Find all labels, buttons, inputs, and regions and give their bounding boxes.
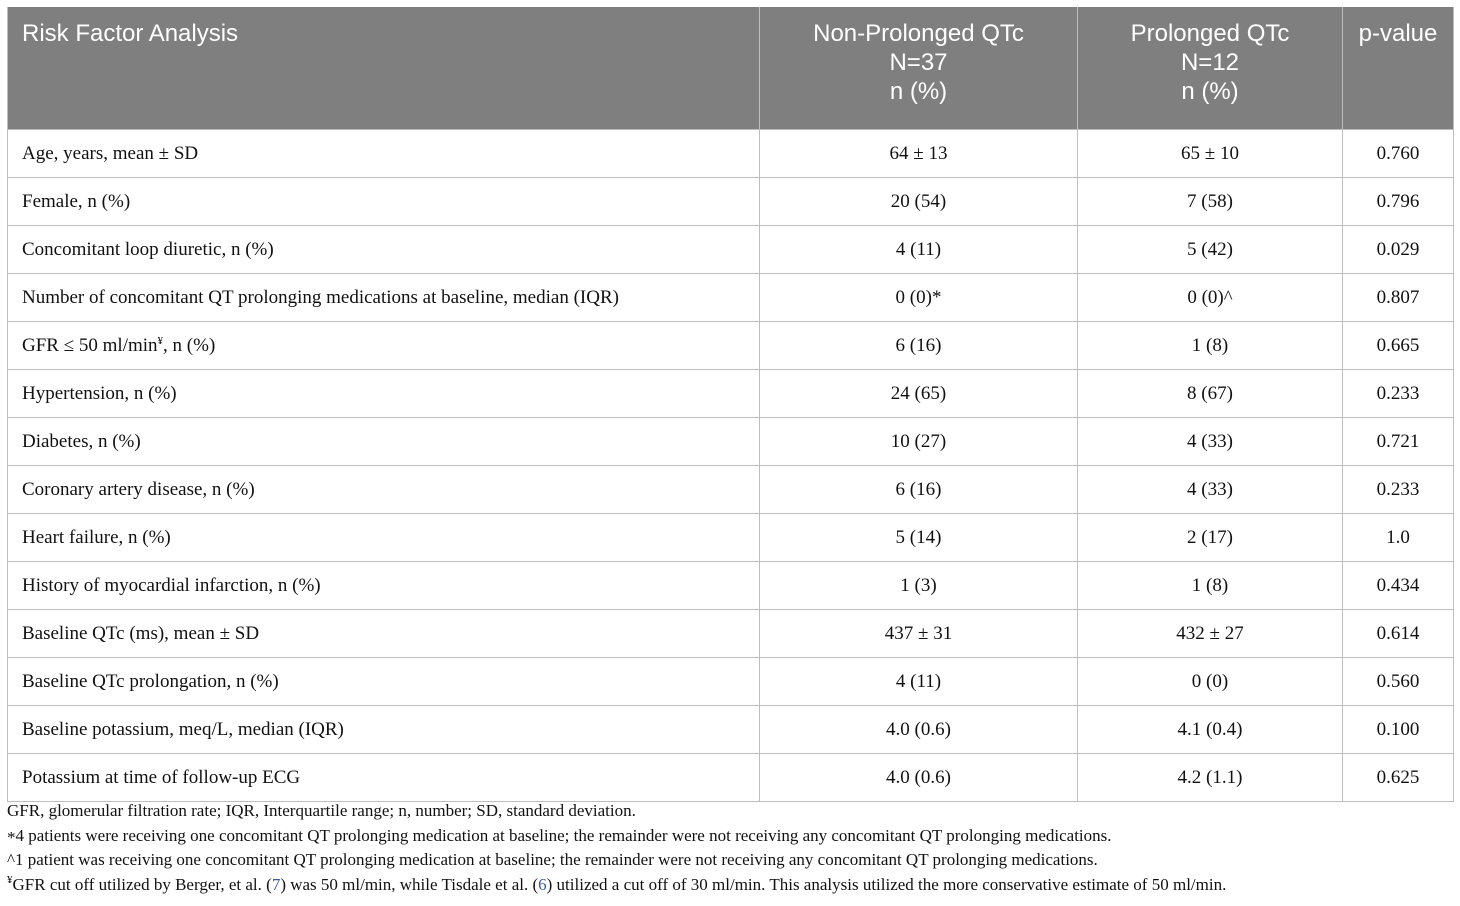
header-line: N=12 (1180, 49, 1240, 76)
header-line: N=37 (889, 49, 948, 76)
table-row (8, 418, 1454, 466)
header-prolonged (1078, 7, 1343, 130)
cell-p-value: 0.796 (1343, 178, 1454, 226)
table-row (8, 130, 1454, 178)
table-row (8, 274, 1454, 322)
yen-footnote-marker: ¥ (157, 334, 164, 347)
footnote-text: GFR cut off utilized by Berger, et al. ( (12, 874, 272, 894)
footnote-text: 4 patients were receiving one concomitant QT prolonging medication at baseline; the remainder were not receiving any concomitant QT prolonging medications. (15, 825, 1112, 845)
cell-p-value: 1.0 (1343, 514, 1454, 562)
row-label-text: GFR ≤ 50 ml/min (22, 334, 158, 356)
cell-non-prolonged: 5 (14) (760, 514, 1078, 562)
table-row (8, 226, 1454, 274)
cell-p-value: 0.665 (1343, 322, 1454, 370)
cell-non-prolonged: 1 (3) (760, 562, 1078, 610)
cell-prolonged: 4 (33) (1078, 466, 1343, 514)
row-label: Diabetes, n (%) (8, 418, 760, 466)
caret-marker: ^ (7, 850, 15, 869)
table-header (8, 7, 1454, 130)
risk-factor-table-container (7, 7, 1453, 802)
header-line: Non-Prolonged QTc (813, 20, 1024, 47)
cell-p-value: 0.721 (1343, 418, 1454, 466)
asterisk-marker: * (7, 827, 16, 847)
footnote-yen (7, 873, 1453, 898)
table-body (8, 130, 1454, 802)
row-label: Hypertension, n (%) (8, 370, 760, 418)
cell-non-prolonged: 4.0 (0.6) (760, 706, 1078, 754)
cell-prolonged: 65 ± 10 (1078, 130, 1343, 178)
table-row (8, 706, 1454, 754)
cell-prolonged: 2 (17) (1078, 514, 1343, 562)
cell-p-value: 0.233 (1343, 466, 1454, 514)
cell-p-value: 0.807 (1343, 274, 1454, 322)
header-line: p-value (1358, 20, 1438, 47)
cell-non-prolonged: 4 (11) (760, 658, 1078, 706)
cell-non-prolonged: 10 (27) (760, 418, 1078, 466)
row-label: Female, n (%) (8, 178, 760, 226)
table-row (8, 562, 1454, 610)
table-row (8, 754, 1454, 802)
row-label: History of myocardial infarction, n (%) (8, 562, 760, 610)
row-label: Baseline QTc (ms), mean ± SD (8, 610, 760, 658)
header-line: n (%) (889, 78, 948, 105)
header-line: Prolonged QTc (1130, 20, 1290, 47)
header-risk-factor (8, 7, 760, 130)
row-label-suffix: , n (%) (163, 334, 216, 356)
reference-link-6[interactable]: 6 (538, 874, 547, 894)
cell-prolonged: 7 (58) (1078, 178, 1343, 226)
row-label: Concomitant loop diuretic, n (%) (8, 226, 760, 274)
cell-prolonged: 4.1 (0.4) (1078, 706, 1343, 754)
table-row (8, 658, 1454, 706)
cell-prolonged: 1 (8) (1078, 562, 1343, 610)
row-label: Baseline potassium, meq/L, median (IQR) (8, 706, 760, 754)
cell-non-prolonged: 4.0 (0.6) (760, 754, 1078, 802)
header-p-value (1343, 7, 1454, 130)
footnote-text: 1 patient was receiving one concomitant QT prolonging medication at baseline; the remainder were not receiving any concomitant QT prolonging medications. (14, 850, 1098, 869)
cell-prolonged: 8 (67) (1078, 370, 1343, 418)
table-row (8, 466, 1454, 514)
cell-non-prolonged: 24 (65) (760, 370, 1078, 418)
cell-non-prolonged: 64 ± 13 (760, 130, 1078, 178)
reference-link-7[interactable]: 7 (271, 874, 281, 894)
cell-non-prolonged: 6 (16) (760, 466, 1078, 514)
row-label: Number of concomitant QT prolonging medications at baseline, median (IQR) (8, 274, 760, 322)
cell-prolonged: 0 (0)^ (1078, 274, 1343, 322)
cell-prolonged: 0 (0) (1078, 658, 1343, 706)
row-label: Potassium at time of follow-up ECG (8, 754, 760, 802)
cell-p-value: 0.625 (1343, 754, 1454, 802)
cell-prolonged: 4 (33) (1078, 418, 1343, 466)
footnote-text: ) was 50 ml/min, while Tisdale et al. ( (280, 874, 539, 894)
cell-p-value: 0.760 (1343, 130, 1454, 178)
footnote-text: ) utilized a cut off of 30 ml/min. This analysis utilized the more conservative estimate of 50 ml/min. (546, 874, 1227, 894)
table-row (8, 370, 1454, 418)
table-row (8, 322, 1454, 370)
cell-prolonged: 5 (42) (1078, 226, 1343, 274)
row-label: Coronary artery disease, n (%) (8, 466, 760, 514)
table-row (8, 610, 1454, 658)
header-line: n (%) (1181, 78, 1239, 105)
cell-prolonged: 432 ± 27 (1078, 610, 1343, 658)
row-label (8, 322, 760, 370)
row-label: Age, years, mean ± SD (8, 130, 760, 178)
cell-p-value: 0.560 (1343, 658, 1454, 706)
cell-p-value: 0.614 (1343, 610, 1454, 658)
footnote-abbreviations: GFR, glomerular filtration rate; IQR, Interquartile range; n, number; SD, standard deviation. (7, 801, 636, 820)
cell-non-prolonged: 20 (54) (760, 178, 1078, 226)
cell-non-prolonged: 437 ± 31 (760, 610, 1078, 658)
cell-p-value: 0.233 (1343, 370, 1454, 418)
row-label: Baseline QTc prolongation, n (%) (8, 658, 760, 706)
risk-factor-table (7, 7, 1454, 802)
cell-non-prolonged: 6 (16) (760, 322, 1078, 370)
table-footnotes (7, 799, 1453, 897)
cell-prolonged: 4.2 (1.1) (1078, 754, 1343, 802)
row-label: Heart failure, n (%) (8, 514, 760, 562)
cell-p-value: 0.434 (1343, 562, 1454, 610)
cell-prolonged: 1 (8) (1078, 322, 1343, 370)
header-non-prolonged (760, 7, 1078, 130)
header-row (8, 7, 1454, 130)
cell-p-value: 0.100 (1343, 706, 1454, 754)
table-row (8, 514, 1454, 562)
header-line: Risk Factor Analysis (22, 20, 239, 47)
cell-non-prolonged: 0 (0)* (760, 274, 1078, 322)
cell-p-value: 0.029 (1343, 226, 1454, 274)
cell-non-prolonged: 4 (11) (760, 226, 1078, 274)
table-row (8, 178, 1454, 226)
yen-marker: ¥ (7, 873, 13, 886)
footnote-caret (7, 848, 1453, 873)
footnote-asterisk (7, 824, 1453, 849)
